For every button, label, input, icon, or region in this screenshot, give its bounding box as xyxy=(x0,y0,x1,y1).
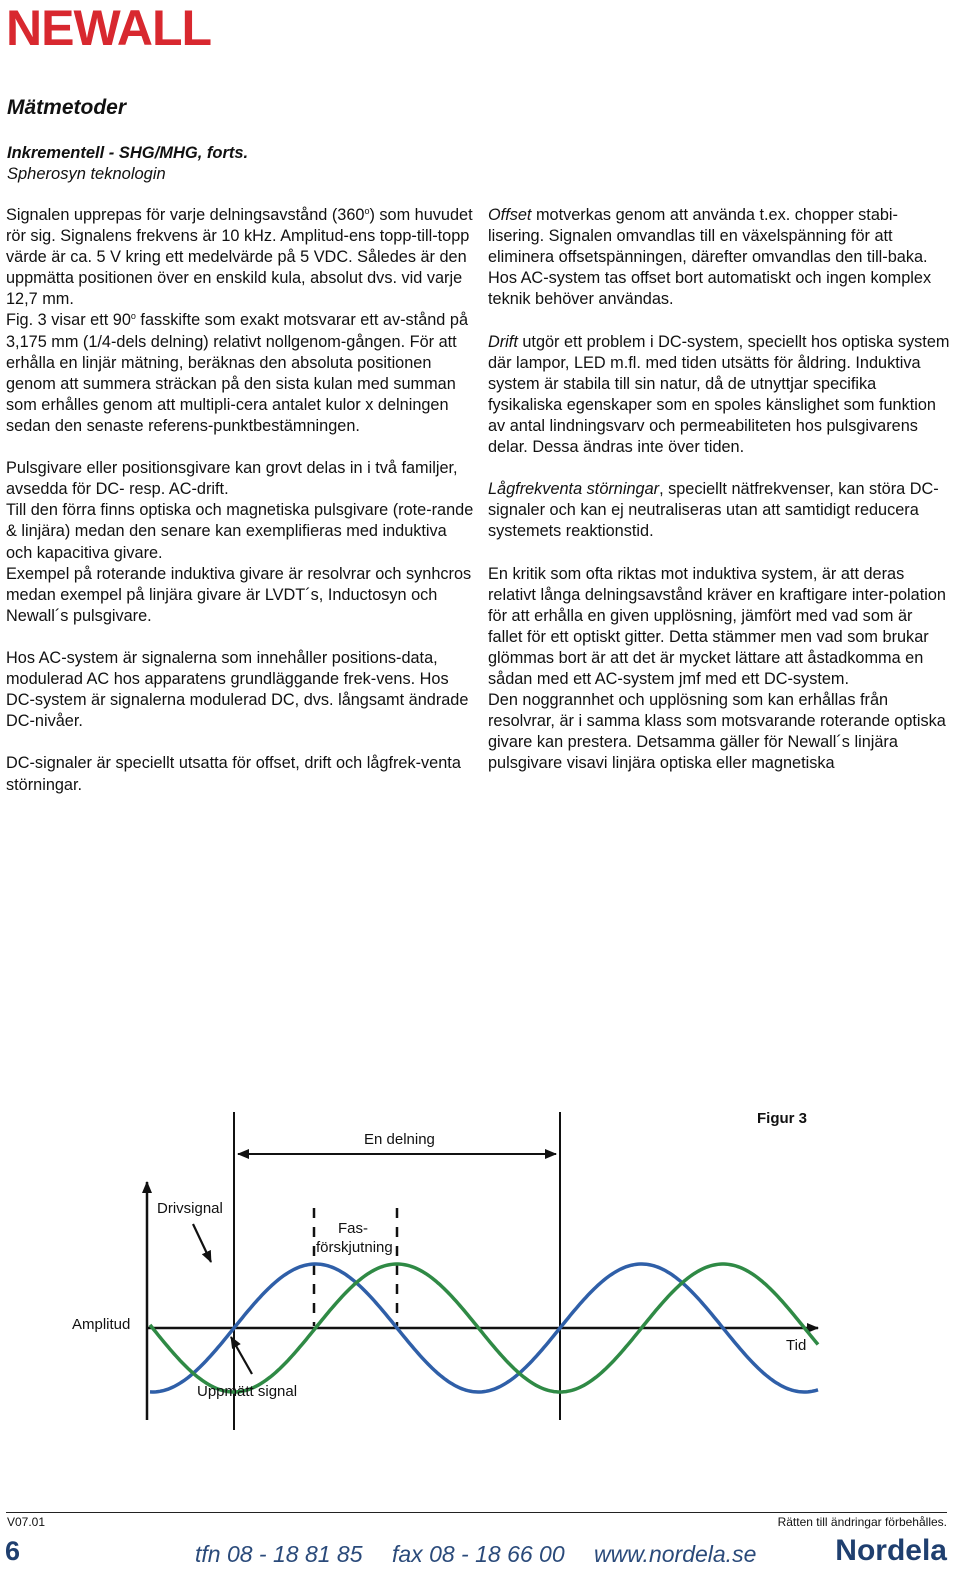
figure-3 xyxy=(0,1100,960,1430)
label-uppmatt-signal: Uppmätt signal xyxy=(197,1383,298,1400)
left-column xyxy=(6,205,476,817)
nordela-logo: Nordela xyxy=(835,1534,947,1567)
right-column xyxy=(488,205,950,796)
website-link[interactable]: www.nordela.se xyxy=(594,1541,757,1567)
label-forskjutning: förskjutning xyxy=(316,1239,393,1256)
paragraph: Drift utgör ett problem i DC-system, speciellt hos optiska system där lampor, LED m.fl. med tiden utsätts för åldring. Induktiva system är stabila till sin natur, då de utnyttjar specifika fysikaliska egenskaper som en spoles känslighet som funktion av antal lindningsvarv och permeabiliteten hos pulsgivarens delar. Dessa ändras inte över tiden. xyxy=(488,332,950,457)
section-subtitle: Spherosyn teknologin xyxy=(7,165,166,183)
phone-number: tfn 08 - 18 81 85 xyxy=(195,1541,363,1567)
drivsignal-pointer xyxy=(193,1224,211,1262)
label-drivsignal: Drivsignal xyxy=(157,1200,223,1217)
label-en-delning: En delning xyxy=(364,1131,435,1148)
newall-logo: NEWALL xyxy=(6,0,212,56)
label-fas: Fas- xyxy=(338,1220,368,1237)
paragraph: Fig. 3 visar ett 90$^o$ fasskifte som exakt motsvarar ett av-stånd på 3,175 mm (1/4-dels delning) relativt nollgenom-gången. För att erhålla en linjär mätning, beräknas den absoluta positionen genom att summera sträckan på den sista kulan med summan som erhålles genom att multipli-cera antalet kulor x delningen sedan den senaste referens-punktbestämningen. xyxy=(6,311,468,435)
page-title: Mätmetoder xyxy=(7,96,127,119)
paragraph: Den noggrannhet och upplösning som kan erhållas från resolvrar, är i samma klass som motsvarande roterande optiska givare kan prestera. Detsamma gäller för Newall´s linjära pulsgivare visavi linjära optiska eller magnetiska xyxy=(488,691,946,773)
figure-title: Figur 3 xyxy=(757,1110,808,1127)
paragraph: Exempel på roterande induktiva givare är resolvrar och synhcros medan exempel på linjära givare är LVDT´s, Inductosyn och Newall´s pulsgivare. xyxy=(6,564,472,625)
phase-shift-diagram xyxy=(0,1100,960,1430)
footer-divider xyxy=(6,1512,947,1513)
paragraph: Offset motverkas genom att använda t.ex. chopper stabi-lisering. Signalen omvandlas till en växelspänning för att eliminera offsetspänningen, därefter omvandlas den till-baka. Hos AC-system tas offset bort automatiskt och ingen komplex teknik behöver användas. xyxy=(488,206,932,309)
paragraph: Hos AC-system är signalerna som innehåller positions-data, modulerad AC hos apparatens grundläggande frek-vens. Hos DC-system är signalerna modulerad DC, dvs. långsamt ändrade DC-nivåer. xyxy=(6,648,469,731)
paragraph: DC-signaler är speciellt utsatta för offset, drift och lågfrek-venta störningar. xyxy=(6,754,461,794)
fax-number: fax 08 - 18 66 00 xyxy=(392,1541,565,1567)
label-tid: Tid xyxy=(786,1337,807,1354)
section-heading xyxy=(7,143,248,185)
paragraph: Pulsgivare eller positionsgivare kan grovt delas in i två familjer, avsedda för DC- resp. AC-drift. xyxy=(6,459,458,499)
paragraph: Lågfrekventa störningar, speciellt nätfrekvenser, kan störa DC-signaler och kan ej neutraliseras utan att samtidigt reducera systemets reaktionstid. xyxy=(488,480,939,541)
section-title: Inkrementell - SHG/MHG, forts. xyxy=(7,144,249,162)
paragraph: En kritik som ofta riktas mot induktiva system, är att deras relativt långa delningsavstånd kräver en kraftigare inter-polation för att erhålla en given upplösning, jämfört med vad som är fallet för ett optiskt gitter. Detta stämmer men vad som brukar glömmas bort är att det är mycket lättare att åstadkomma en sådan med ett AC-system jmf med ett DC-system. xyxy=(488,564,946,689)
page-number: 6 xyxy=(5,1536,21,1566)
paragraph: Signalen upprepas för varje delningsavstånd (360$^o$) som huvudet rör sig. Signalens frekvens är 10 kHz. Amplitud-ens topp-till-topp värde är ca. 5 V kring ett medelvärde på 5 VDC. Således är den uppmätta positionen över en enskild kula, absolut dvs. vid varje 12,7 mm. xyxy=(6,206,473,309)
paragraph: Till den förra finns optiska och magnetiska pulsgivare (rote-rande & linjära) medan den senare kan exemplifieras med induktiva och kapacitiva givare. xyxy=(6,501,474,562)
rights-notice: Rätten till ändringar förbehålles. xyxy=(777,1515,947,1529)
version-label: V07.01 xyxy=(7,1515,46,1529)
label-amplitud: Amplitud xyxy=(72,1316,131,1333)
